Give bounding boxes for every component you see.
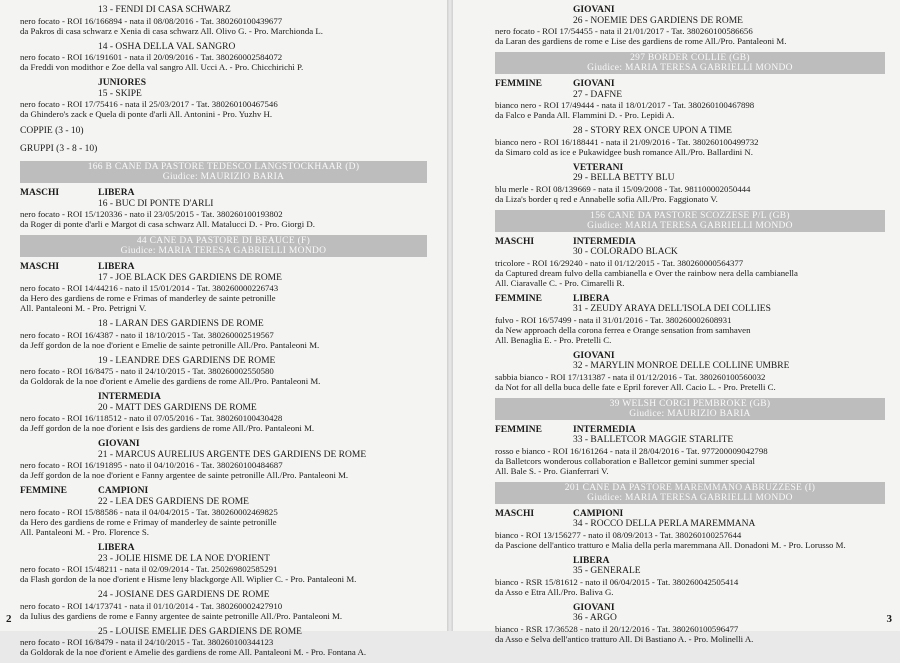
entry-detail-line: da Falco e Panda All. Flammini D. - Pro. Lepidi A.	[495, 110, 675, 120]
dog-name: 35 - GENERALE	[573, 566, 641, 576]
class-label: LIBERA	[573, 555, 610, 566]
class-label: CAMPIONI	[573, 508, 624, 519]
entry-detail-line: tricolore - ROI 16/29240 - nato il 01/12/2015 - Tat. 380260000564377	[495, 257, 744, 268]
class-label: LIBERA	[573, 293, 610, 304]
entry-class-row	[495, 79, 885, 90]
entry-detail-line: bianco - RSR 15/81612 - nato il 06/04/2015 - Tat. 380260042505414	[495, 576, 739, 587]
class-label: INTERMEDIA	[573, 424, 636, 435]
dog-name: 23 - JOLIE HISME DE LA NOE D'ORIENT	[98, 553, 270, 564]
entry-detail-line: sabbia bianco - ROI 17/131387 - nata il 01/12/2016 - Tat. 380260100560032	[495, 371, 766, 382]
sex-label	[20, 439, 98, 450]
dog-name: 28 - STORY REX ONCE UPON A TIME	[573, 126, 732, 136]
entry-detail-line: All. Bale S. - Pro. Gianferrari V.	[495, 465, 609, 476]
class-label: INTERMEDIA	[573, 236, 636, 247]
breed-header	[20, 235, 427, 257]
entry-detail-line: da Jeff gordon de la noe d'orient e Isis des gardiens de rome All./Pro. Pantaleoni M.	[20, 423, 315, 433]
entry-class-row	[495, 509, 885, 520]
entry-detail-line: rosso e bianco - ROI 16/161264 - nata il 28/04/2016 - Tat. 977200009042798	[495, 445, 768, 456]
entry-detail-line: nero focato - ROI 14/173741 - nata il 01/10/2014 - Tat. 380260002427910	[20, 600, 283, 611]
catalog-entry	[20, 392, 427, 433]
entry-class-row	[20, 78, 427, 89]
dog-name: 19 - LEANDRE DES GARDIENS DE ROME	[98, 355, 276, 366]
entry-detail-line: All. Ciaravalle C. - Pro. Cimarelli R.	[495, 277, 625, 288]
catalog-entry	[20, 5, 427, 36]
sex-label: MASCHI	[495, 236, 535, 247]
entry-class-row	[495, 294, 885, 305]
dog-name: 27 - DAFNE	[573, 89, 623, 100]
sex-label: FEMMINE	[495, 79, 542, 89]
dog-name: 21 - MARCUS AURELIUS ARGENTE DES GARDIENS DE ROME	[98, 449, 367, 460]
entry-detail-line: nero focato - ROI 15/88586 - nata il 04/04/2015 - Tat. 380260002469825	[20, 507, 278, 517]
judge-name: Giudice: MARIA TERESA GABRIELLI MONDO	[587, 492, 793, 503]
class-label: GIOVANI	[573, 602, 615, 613]
entry-class-row	[20, 439, 427, 450]
catalog-entry	[495, 351, 885, 392]
breed-header	[495, 398, 885, 420]
dog-name: 17 - JOE BLACK DES GARDIENS DE ROME	[98, 272, 282, 283]
dog-name: 29 - BELLA BETTY BLU	[573, 173, 675, 183]
entry-detail-line: nero focato - ROI 15/120336 - nato il 23/05/2015 - Tat. 380260100193802	[20, 209, 283, 219]
entry-detail-line: da Not for all della buca delle fate e Epril forever All. Cacio L. - Pro. Pretelli C.	[495, 381, 776, 392]
entry-class-row	[495, 5, 885, 16]
entry-detail-line: nero focato - ROI 17/54455 - nata il 21/01/2017 - Tat. 380260100586656	[495, 26, 753, 36]
judge-name: Giudice: MARIA TERESA GABRIELLI MONDO	[120, 246, 327, 256]
catalog-entry	[20, 319, 427, 350]
entry-detail-line: da Freddi von modithor e Zoe della val sangro All. Ucci A. - Pro. Chicchirichì P.	[20, 62, 304, 72]
entry-class-row	[495, 603, 885, 614]
catalog-entry	[495, 603, 885, 644]
catalog-entry	[495, 163, 885, 204]
breed-header	[495, 210, 885, 232]
dog-name: 32 - MARYLIN MONROE DELLE COLLINE UMBRE	[573, 361, 790, 371]
breed-header	[495, 52, 885, 74]
entry-detail-line: nero focato - ROI 16/8475 - nato il 24/10/2015 - Tat. 380260002550580	[20, 366, 274, 376]
catalog-entry	[20, 627, 427, 658]
breed-header	[495, 482, 885, 504]
sex-label	[20, 78, 98, 89]
right-page	[453, 0, 900, 644]
class-label: LIBERA	[98, 262, 135, 272]
class-label: INTERMEDIA	[98, 392, 161, 402]
entry-class-row	[495, 425, 885, 436]
entry-detail-line: bianco nero - ROI 16/188441 - nata il 21/09/2016 - Tat. 380260100499732	[495, 136, 759, 147]
judge-name: Giudice: MAURIZIO BARIA	[162, 172, 285, 182]
group-label: COPPIE (3 - 10)	[20, 126, 84, 136]
catalog-entry	[20, 590, 427, 621]
entry-detail-line: nero focato - ROI 15/48211 - nata il 02/09/2014 - Tat. 250269802585291	[20, 564, 278, 574]
class-label: GIOVANI	[573, 79, 615, 89]
entry-detail-line: nero focato - ROI 17/75416 - nata il 25/03/2017 - Tat. 380260100467546	[20, 99, 278, 109]
dog-name: 31 - ZEUDY ARAYA DELL'ISOLA DEI COLLIES	[573, 304, 771, 314]
entry-class-row	[20, 543, 427, 554]
judge-name: Giudice: MARIA TERESA GABRIELLI MONDO	[587, 63, 793, 73]
dog-name: 24 - JOSIANE DES GARDIENS DE ROME	[98, 590, 270, 600]
dog-name: 36 - ARGO	[573, 613, 617, 623]
entry-detail-line: da Pascione dell'antico tratturo e Malia della perla maremmana All. Donadoni M. - Pro. Lorusso M.	[495, 539, 846, 550]
entry-detail-line: da Ghindero's zack e Quela di ponte d'arli All. Antonini - Pro. Yuzhv H.	[20, 109, 273, 119]
dog-name: 22 - LEA DES GARDIENS DE ROME	[98, 496, 249, 507]
page-number-right: 3	[886, 613, 892, 625]
entry-class-row	[20, 392, 427, 403]
catalog-entry	[20, 262, 427, 313]
entry-class-row	[20, 188, 427, 199]
sex-label	[20, 543, 98, 554]
entry-detail-line: da Jeff gordon de la noe d'orient e Emelie de sainte petronille All./Pro. Pantaleoni M.	[20, 339, 320, 350]
class-label: GIOVANI	[573, 350, 615, 361]
sex-label: MASCHI	[495, 508, 535, 519]
entry-detail-line: da Jeff gordon de la noe d'orient e Fanny argentee de sainte petronille All./Pro. Pantaleoni M.	[20, 470, 349, 480]
entry-detail-line: bianco nero - ROI 17/49444 - nata il 18/01/2017 - Tat. 380260100467898	[495, 100, 755, 110]
entry-class-row	[495, 351, 885, 362]
catalog-entry	[20, 42, 427, 73]
sex-label: FEMMINE	[495, 293, 542, 304]
catalog-entry	[20, 188, 427, 229]
entry-detail-line: nero focato - ROI 16/8479 - nata il 24/10/2015 - Tat. 380260100344123	[20, 637, 274, 647]
entry-class-row	[495, 163, 885, 174]
catalog-entry	[20, 356, 427, 387]
judge-name: Giudice: MARIA TERESA GABRIELLI MONDO	[587, 220, 793, 231]
class-label: CAMPIONI	[98, 486, 149, 496]
breed-title: 166 B CANE DA PASTORE TEDESCO LANGSTOCKHAAR (D)	[87, 162, 360, 172]
entry-detail-line: All. Pantaleoni M. - Pro. Petrigni V.	[20, 303, 147, 313]
sex-label: FEMMINE	[495, 424, 542, 435]
entry-detail-line: All. Benaglia E. - Pro. Pretelli C.	[495, 334, 612, 345]
catalog-entry	[495, 237, 885, 288]
entry-detail-line: da Asso e Selva dell'antico tratturo All. Di Bastiano A. - Pro. Molinelli A.	[495, 633, 754, 644]
entry-detail-line: da Simaro cold as ice e Pukawidgee bush romance All./Pro. Ballardini N.	[495, 146, 753, 157]
left-column	[20, 5, 427, 663]
breed-title: 156 CANE DA PASTORE SCOZZESE P/L (GB)	[590, 210, 790, 221]
sex-label	[495, 5, 573, 16]
sex-label: MASCHI	[20, 262, 60, 272]
class-label: LIBERA	[98, 188, 135, 198]
entry-class-row	[20, 486, 427, 497]
catalog-entry	[495, 509, 885, 550]
class-label: GIOVANI	[573, 5, 615, 15]
sex-label	[495, 163, 573, 174]
sex-label	[495, 556, 573, 567]
group-label: GRUPPI (3 - 8 - 10)	[20, 144, 98, 154]
entry-class-row	[495, 237, 885, 248]
breed-title: 39 WELSH CORGI PEMBROKE (GB)	[609, 398, 771, 409]
entry-detail-line: nero focato - ROI 16/4387 - nato il 18/10/2015 - Tat. 380260002519567	[20, 329, 274, 340]
catalog-entry	[20, 439, 427, 480]
page-number-left: 2	[6, 613, 12, 625]
breed-title: 44 CANE DA PASTORE DI BEAUCE (F)	[136, 236, 311, 246]
breed-title: 297 BORDER COLLIE (GB)	[630, 53, 750, 63]
breed-title: 201 CANE DA PASTORE MAREMMANO ABRUZZESE (I)	[564, 482, 816, 493]
class-label: VETERANI	[573, 162, 624, 173]
catalog-entry	[495, 5, 885, 46]
catalog-entry	[495, 126, 885, 157]
dog-name: 20 - MATT DES GARDIENS DE ROME	[98, 402, 257, 413]
entry-detail-line: nero focato - ROI 16/191601 - nata il 20/09/2016 - Tat. 380260002584072	[20, 52, 283, 62]
entry-detail-line: da New approach della corona ferrea e Orange sensation from samhaven	[495, 324, 751, 335]
entry-detail-line: All. Pantaleoni M. - Pro. Florence S.	[20, 527, 150, 537]
catalog-entry	[495, 425, 885, 476]
entry-detail-line: da Flash gordon de la noe d'orient e Hisme leny blackgorge All. Wiplier C. - Pro. Pantaleoni M.	[20, 574, 357, 584]
entry-detail-line: bianco - RSR 17/36528 - nato il 20/12/2016 - Tat. 380260100596477	[495, 623, 739, 634]
dog-name: 26 - NOEMIE DES GARDIENS DE ROME	[573, 15, 743, 26]
left-page	[0, 0, 447, 657]
sex-label	[495, 351, 573, 362]
entry-detail-line: da Iulius des gardiens de rome e Fanny argentee de sainte petronille All./Pro. Pantaleoni M.	[20, 610, 343, 621]
entry-detail-line: da Pakros di casa schwarz e Xenia di casa schwarz All. Olivo G. - Pro. Marchionda L.	[20, 25, 323, 36]
entry-detail-line: da Hero des gardiens de rome e Frimas of manderley de sainte petronille	[20, 293, 276, 303]
entry-detail-line: da Laran des gardiens de rome e Lise des gardiens de rome All./Pro. Pantaleoni M.	[495, 36, 787, 46]
entry-class-row	[20, 262, 427, 273]
sex-label: MASCHI	[20, 188, 60, 198]
sex-label	[495, 603, 573, 614]
judge-name: Giudice: MAURIZIO BARIA	[629, 408, 751, 419]
dog-name: 33 - BALLETCOR MAGGIE STARLITE	[573, 435, 734, 445]
catalog-entry	[495, 556, 885, 597]
sex-label	[20, 392, 98, 403]
entry-class-row	[495, 556, 885, 567]
catalog-entry	[495, 294, 885, 345]
dog-name: 14 - OSHA DELLA VAL SANGRO	[98, 41, 236, 52]
class-label: LIBERA	[98, 543, 135, 553]
entry-detail-line: fulvo - ROI 16/57499 - nata il 31/01/2016 - Tat. 380260002608931	[495, 314, 732, 325]
entry-detail-line: da Captured dream fulvo della cambianella e Over the rainbow nera della cambianella	[495, 267, 798, 278]
catalog-entry	[495, 79, 885, 120]
entry-detail-line: nero focato - ROI 16/118512 - nato il 07/05/2016 - Tat. 380260100430428	[20, 413, 283, 423]
right-column	[495, 5, 885, 650]
dog-name: 34 - ROCCO DELLA PERLA MAREMMANA	[573, 519, 756, 529]
catalog-entry	[20, 543, 427, 584]
dog-name: 16 - BUC DI PONTE D'ARLI	[98, 198, 214, 209]
class-label: GIOVANI	[98, 439, 140, 449]
entry-detail-line: da Goldorak de la noe d'orient e Amelie des gardiens de rome All. Pantaleoni M. - Pro. Fontana A.	[20, 647, 367, 657]
entry-detail-line: da Roger di ponte d'arli e Margot di casa schwarz All. Matalucci D. - Pro. Giorgi D.	[20, 219, 315, 229]
entry-detail-line: nero focato - ROI 16/191895 - nato il 04/10/2016 - Tat. 380260100484687	[20, 460, 283, 470]
entry-detail-line: da Hero des gardiens de rome e Frimay of manderley de sainte petronille	[20, 517, 277, 527]
catalog-entry	[20, 486, 427, 537]
dog-name: 13 - FENDI DI CASA SCHWARZ	[98, 5, 231, 15]
entry-detail-line: da Balletcors wonderous collaboration e Balletcor gemini summer special	[495, 455, 755, 466]
dog-name: 18 - LARAN DES GARDIENS DE ROME	[98, 319, 264, 329]
sex-label: FEMMINE	[20, 486, 67, 496]
dog-name: 15 - SKIPE	[98, 88, 142, 99]
entry-detail-line: blu merle - ROI 08/139669 - nata il 15/09/2008 - Tat. 981100002050444	[495, 183, 751, 194]
catalog-entry	[20, 78, 427, 119]
entry-detail-line: da Liza's border q red e Annabelle sofia All./Pro. Faggionato V.	[495, 193, 718, 204]
dog-name: 30 - COLORADO BLACK	[573, 247, 678, 257]
entry-detail-line: da Asso e Etra All./Pro. Baliva G.	[495, 586, 614, 597]
entry-detail-line: da Goldorak de la noe d'orient e Amelie des gardiens de rome All./Pro. Pantaleoni M.	[20, 376, 321, 386]
class-label: JUNIORES	[98, 78, 147, 88]
dog-name: 25 - LOUISE EMELIE DES GARDIENS DE ROME	[98, 626, 302, 637]
entry-detail-line: bianco - ROI 13/156277 - nato il 08/09/2013 - Tat. 380260100257644	[495, 529, 742, 540]
breed-header	[20, 161, 427, 183]
entry-detail-line: nero focato - ROI 14/44216 - nato il 15/01/2014 - Tat. 380260000226743	[20, 283, 279, 293]
entry-detail-line: nero focato - ROI 16/166894 - nata il 08/08/2016 - Tat. 380260100439677	[20, 15, 283, 26]
